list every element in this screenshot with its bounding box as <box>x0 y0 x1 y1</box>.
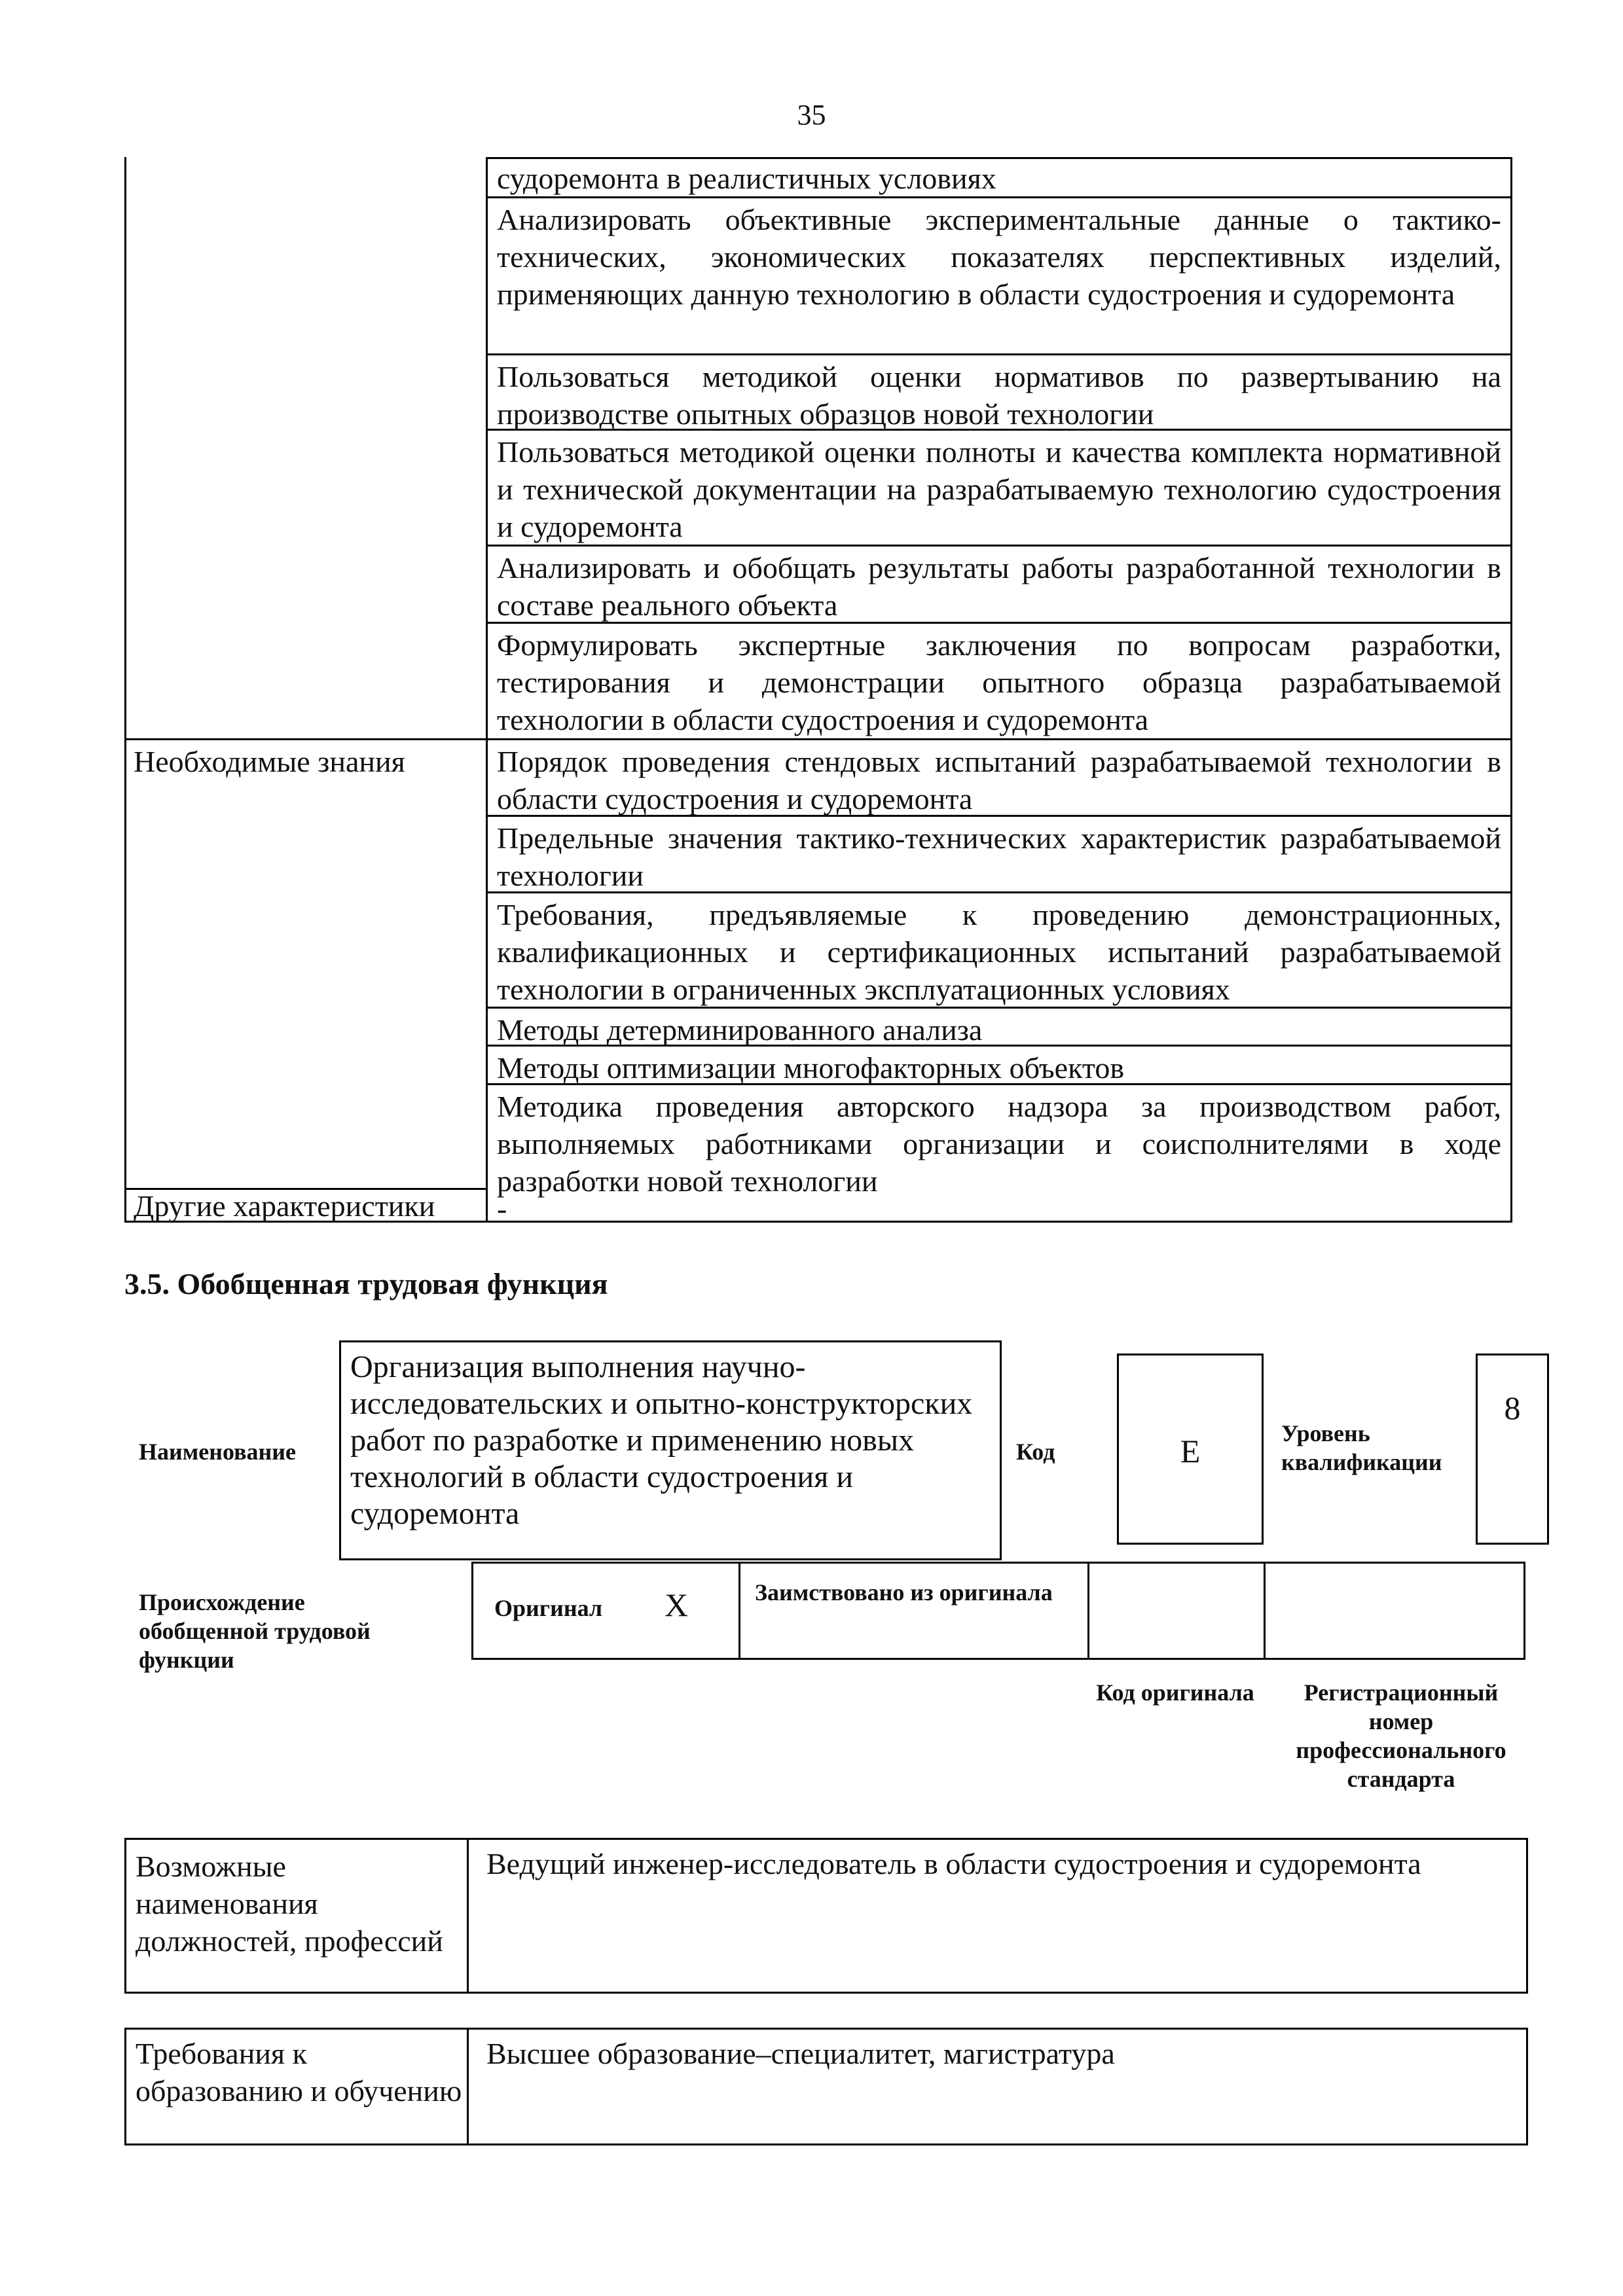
skill-row: судоремонта в реалистичных условиях <box>497 162 996 195</box>
knowledge-row: Порядок проведения стендовых испытаний разрабатываемой технологии в области судостроения и судоремонта <box>497 745 1501 816</box>
origin-label: Происхождение обобщенной трудовой функции <box>139 1589 371 1673</box>
original-label: Оригинал <box>494 1595 603 1621</box>
name-label: Наименование <box>139 1439 296 1465</box>
knowledge-label: Необходимые знания <box>134 745 405 778</box>
code-value: E <box>1117 1354 1264 1545</box>
name-value: Организация выполнения научно-исследовательских и опытно-конструкторских работ по разработке и применению новых технологий в области судостроения и судоремонта <box>339 1340 1002 1560</box>
skill-row: Пользоваться методикой оценки полноты и качества комплекта нормативной и технической документации на разрабатываемую технологию судостроения и судоремонта <box>497 435 1501 543</box>
original-mark: X <box>665 1587 689 1623</box>
knowledge-row: Методика проведения авторского надзора за производством работ, выполняемых работниками организации и соисполнителями в ходе разработки новой технологии <box>497 1090 1501 1198</box>
page-number: 35 <box>797 99 826 131</box>
skill-row: Пользоваться методикой оценки нормативов по развертыванию на производстве опытных образцов новой технологии <box>497 360 1501 431</box>
code-label: Код <box>1016 1439 1055 1465</box>
education-table <box>124 2028 1528 2145</box>
level-label: Уровень квалификации <box>1281 1420 1442 1475</box>
level-value: 8 <box>1476 1354 1549 1545</box>
skill-row: Анализировать объективные экспериментальные данные о тактико-технических, экономических показателях перспективных изделий, применяющих данную технологию в области судостроения и судоремонта <box>497 203 1501 311</box>
skills-knowledge-table <box>124 157 1512 1223</box>
positions-label: Возможные наименования должностей, профессий <box>136 1850 443 1958</box>
skill-row: Формулировать экспертные заключения по вопросам разработки, тестирования и демонстрации опытного образца разрабатываемой технологии в области судостроения и судоремонта <box>497 628 1501 736</box>
other-label: Другие характеристики <box>134 1189 435 1223</box>
reg-number-caption: Регистрационный номер профессионального стандарта <box>1296 1679 1506 1792</box>
origin-code-caption: Код оригинала <box>1096 1679 1254 1706</box>
positions-table <box>124 1838 1528 1994</box>
borrowed-label: Заимствовано из оригинала <box>755 1579 1053 1605</box>
origin-table <box>471 1562 1525 1660</box>
education-label: Требования к образованию и обучению <box>136 2037 462 2108</box>
other-value: - <box>497 1192 507 1225</box>
skill-row: Анализировать и обобщать результаты работы разработанной технологии в составе реального объекта <box>497 551 1501 622</box>
knowledge-row: Предельные значения тактико-технических характеристик разрабатываемой технологии <box>497 821 1501 892</box>
positions-value: Ведущий инженер-исследователь в области судостроения и судоремонта <box>486 1847 1421 1880</box>
knowledge-row: Требования, предъявляемые к проведению демонстрационных, квалификационных и сертификационных испытаний разрабатываемой технологии в ограниченных эксплуатационных условиях <box>497 898 1501 1006</box>
knowledge-row: Методы оптимизации многофакторных объектов <box>497 1051 1125 1085</box>
education-value: Высшее образование–специалитет, магистратура <box>486 2037 1115 2070</box>
section-heading: 3.5. Обобщенная трудовая функция <box>124 1267 608 1300</box>
knowledge-row: Методы детерминированного анализа <box>497 1013 983 1047</box>
